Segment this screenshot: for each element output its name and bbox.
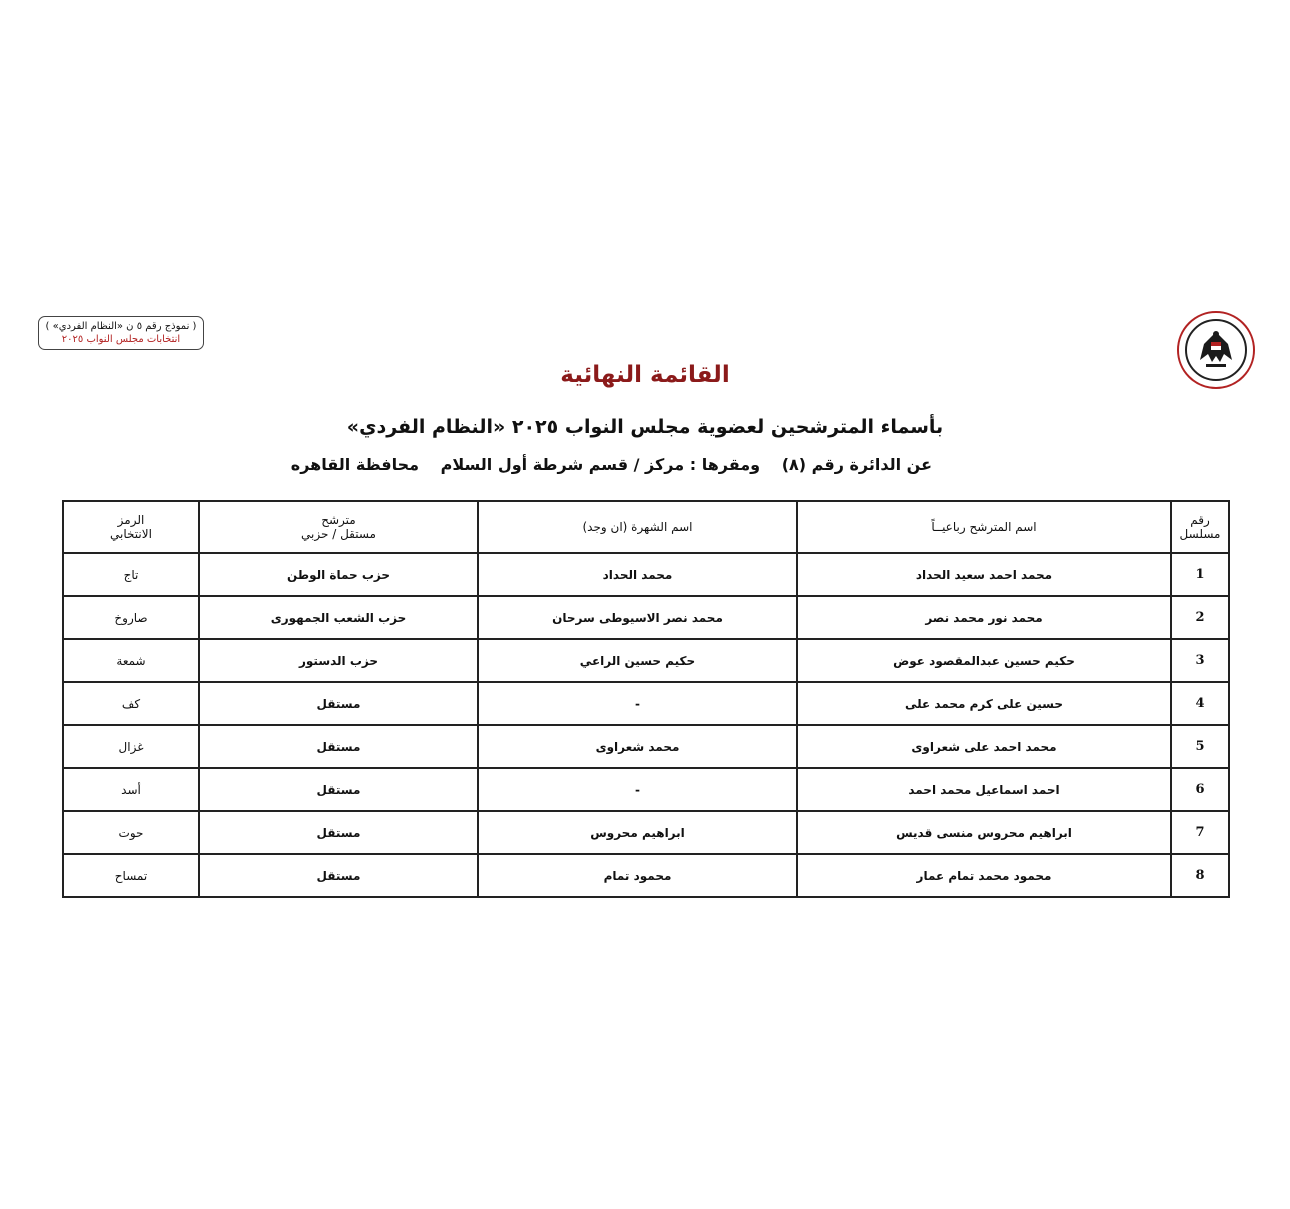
header-name: اسم المترشح رباعيــاً xyxy=(797,501,1171,553)
district-seat: ومقرها : مركز / قسم شرطة أول السلام xyxy=(440,455,761,474)
page-subtitle: بأسماء المترشحين لعضوية مجلس النواب ٢٠٢٥ «النظام الفردي» xyxy=(346,416,944,438)
cell-nickname: محمود تمام xyxy=(478,854,797,897)
table-row xyxy=(63,768,1229,811)
district-governorate: محافظة القاهره xyxy=(290,455,420,474)
cell-nickname: - xyxy=(478,682,797,725)
cell-affiliation: حزب الشعب الجمهورى xyxy=(199,596,478,639)
cell-symbol: صاروخ xyxy=(63,596,199,639)
cell-nickname: محمد شعراوى xyxy=(478,725,797,768)
cell-name: محمد احمد على شعراوى xyxy=(797,725,1171,768)
cell-symbol: تاج xyxy=(63,553,199,596)
cell-symbol: تمساح xyxy=(63,854,199,897)
district-number: عن الدائرة رقم (٨) xyxy=(781,455,932,474)
cell-affiliation: مستقل xyxy=(199,854,478,897)
cell-symbol: شمعة xyxy=(63,639,199,682)
table-row xyxy=(63,725,1229,768)
table-row xyxy=(63,854,1229,897)
cell-name: محمد احمد سعيد الحداد xyxy=(797,553,1171,596)
cell-affiliation: مستقل xyxy=(199,725,478,768)
cell-name: ابراهيم محروس منسى قديس xyxy=(797,811,1171,854)
header-symbol: الرمز الانتخابي xyxy=(63,501,199,553)
form-number-box xyxy=(38,316,204,350)
header-nickname: اسم الشهرة (ان وجد) xyxy=(478,501,797,553)
table-header-row xyxy=(63,501,1229,553)
cell-serial: 7 xyxy=(1171,811,1229,854)
cell-symbol: حوت xyxy=(63,811,199,854)
cell-nickname: حكيم حسين الراعي xyxy=(478,639,797,682)
cell-affiliation: حزب حماة الوطن xyxy=(199,553,478,596)
cell-serial: 8 xyxy=(1171,854,1229,897)
cell-serial: 2 xyxy=(1171,596,1229,639)
cell-serial: 3 xyxy=(1171,639,1229,682)
header-affiliation: مترشح مستقل / حزبي xyxy=(199,501,478,553)
header-serial: رقم مسلسل xyxy=(1171,501,1229,553)
cell-nickname: ابراهيم محروس xyxy=(478,811,797,854)
table-row xyxy=(63,596,1229,639)
cell-serial: 1 xyxy=(1171,553,1229,596)
cell-serial: 4 xyxy=(1171,682,1229,725)
cell-affiliation: مستقل xyxy=(199,768,478,811)
table-row xyxy=(63,682,1229,725)
form-number-label: ( نموذج رقم ٥ ن «النظام الفردي» ) xyxy=(45,321,197,332)
table-row xyxy=(63,553,1229,596)
page-title: القائمة النهائية xyxy=(560,362,730,388)
table-row xyxy=(63,639,1229,682)
cell-name: حسين على كرم محمد على xyxy=(797,682,1171,725)
cell-symbol: أسد xyxy=(63,768,199,811)
cell-name: احمد اسماعيل محمد احمد xyxy=(797,768,1171,811)
cell-nickname: محمد الحداد xyxy=(478,553,797,596)
cell-name: حكيم حسين عبدالمقصود عوض xyxy=(797,639,1171,682)
table-row xyxy=(63,811,1229,854)
cell-affiliation: مستقل xyxy=(199,811,478,854)
cell-affiliation: حزب الدستور xyxy=(199,639,478,682)
cell-name: محمود محمد تمام عمار xyxy=(797,854,1171,897)
candidates-table xyxy=(62,500,1230,898)
cell-affiliation: مستقل xyxy=(199,682,478,725)
cell-nickname: محمد نصر الاسيوطى سرحان xyxy=(478,596,797,639)
election-label: انتخابات مجلس النواب ٢٠٢٥ xyxy=(61,334,181,345)
district-info xyxy=(290,455,932,474)
cell-name: محمد نور محمد نصر xyxy=(797,596,1171,639)
cell-serial: 5 xyxy=(1171,725,1229,768)
cell-serial: 6 xyxy=(1171,768,1229,811)
cell-nickname: - xyxy=(478,768,797,811)
cell-symbol: كف xyxy=(63,682,199,725)
cell-symbol: غزال xyxy=(63,725,199,768)
